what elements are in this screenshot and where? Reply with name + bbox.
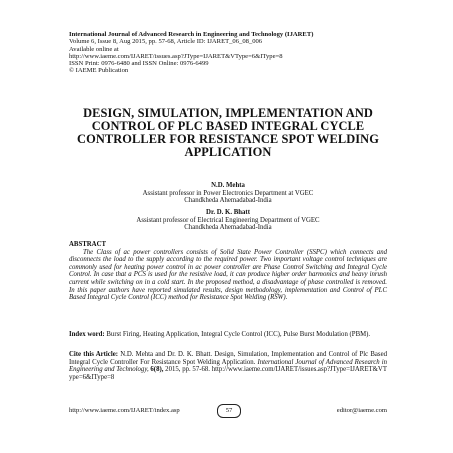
citation-section [69,351,387,381]
author-location: Chandkheda Ahemadabad-India [184,224,272,232]
index-terms-label: Index word: [69,331,105,338]
author-name: Dr. D. K. Bhatt [206,209,250,216]
author-affiliation: Assistant professor in Power Electronics Department at VGEC [142,189,314,197]
index-terms-text: Burst Firing, Heating Application, Integral Cycle Control (ICC), Pulse Burst Modulation (PBM). [106,331,371,338]
index-terms [69,331,387,339]
available-online-label: Available online at [69,45,119,53]
volume-info: Volume 6, Issue 8, Aug 2015, pp. 57-68, Article ID: IJARET_06_08_006 [69,38,263,46]
author-block-2 [69,209,387,232]
page-footer [69,404,387,418]
journal-url-link[interactable]: http://www.iaeme.com/IJARET/issues.asp?JType=IJARET&VType=6&IType=8 [69,52,283,60]
author-affiliation: Assistant professor of Electrical Engineering Department of VGEC [136,216,320,224]
footer-url-link[interactable]: http://www.iaeme.com/IJARET/index.asp [69,407,180,414]
citation-url-link[interactable]: http://www.iaeme.com/IJARET/issues.asp?JType=IJARET&VType=6&IType=8 [69,366,387,381]
abstract-heading: ABSTRACT [69,241,107,248]
author-location: Chandkheda Ahemadabad-India [184,197,272,205]
page-number: 57 [217,404,241,418]
footer-email-link[interactable]: editor@iaeme.com [336,407,387,414]
abstract-text: The Class of ac power controllers consists of Solid State Power Controller (SSPC) which connects and disconnects the load to the supply according to the required power. Two important voltage control techniques are commonly used for heating power control in ac power controller are Phase Control Switching and Integral Cycle Control. In case that a PCS is used for the resistive load, it can produce higher order harmonics and heavy inrush current while switching on in a cold start. In the proposed method, a disadvantage of phase controlled is removed. In this paper authors have reported simulated results, design methodology, implementation and Control of PLC Based Integral Cycle Control (ICC) method for Resistance Spot Welding (RSW). [69,248,387,302]
journal-name: International Journal of Advanced Research in Engineering and Technology (IJARET) [69,31,314,38]
citation-label: Cite this Article: [69,351,118,358]
citation-journal: International Journal of Advanced Research in Engineering and Technology, [69,358,388,374]
paper-title: DESIGN, SIMULATION, IMPLEMENTATION AND CONTROL OF PLC BASED INTEGRAL CYCLE CONTROLLER FOR RESISTANCE SPOT WELDING APPLICATION [77,106,379,159]
publisher-info: © IAEME Publication [69,67,129,75]
citation-authors-text: N.D. Mehta and Dr. D. K. Bhatt. Design, Simulation, Implementation and Control of Plc Based Integral Cycle Controller For Resistance Spot Welding Application. [69,351,387,366]
issn-info: ISSN Print: 0976-6480 and ISSN Online: 0976-6499 [69,60,209,68]
author-block-1 [69,182,387,205]
citation-volume: 6(8), [150,366,164,374]
citation-pages: 2015, pp. 57-68. [165,366,210,374]
journal-header [69,31,399,75]
abstract-section [69,241,387,302]
author-name: N.D. Mehta [211,182,245,189]
